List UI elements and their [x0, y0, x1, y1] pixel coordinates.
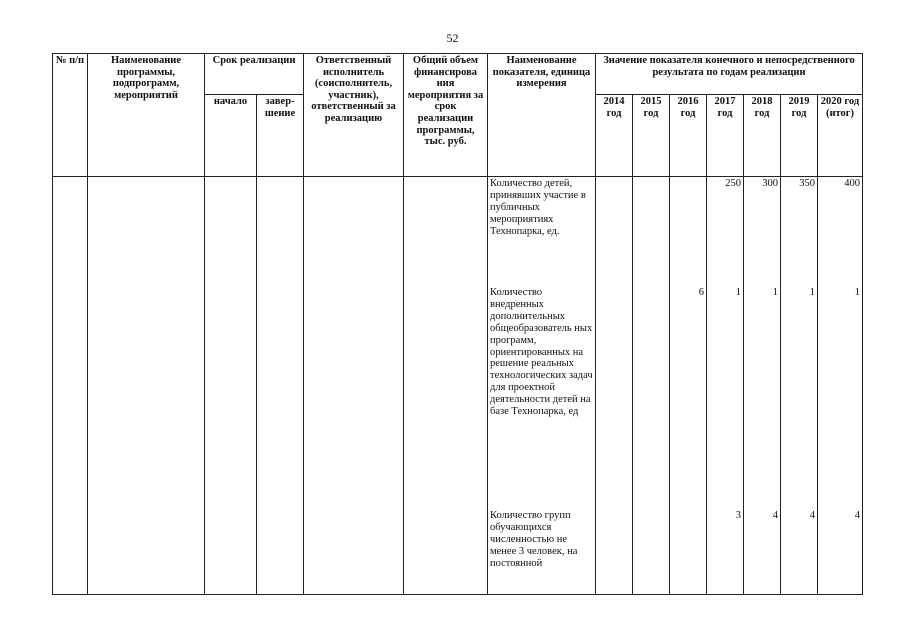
header-year-2018: 2018 год [744, 95, 781, 177]
page-number: 52 [446, 31, 459, 45]
cell-term-start [205, 177, 257, 595]
value-2017-3: 3 [735, 510, 741, 521]
indicator-name-1: Количество детей, принявших участие в публичных мероприятиях Технопарка, ед. [490, 178, 586, 237]
value-2020-1: 400 [844, 178, 860, 189]
header-year-2020: 2020 год (итог) [818, 95, 863, 177]
value-2018-3: 4 [772, 510, 778, 521]
cell-values-2014 [596, 177, 633, 595]
program-indicators-table [52, 53, 863, 595]
cell-responsible [304, 177, 404, 595]
value-2014-2 [598, 287, 630, 510]
cell-values-2017 [707, 177, 744, 595]
header-term: Срок реализации [205, 54, 304, 95]
header-year-2014: 2014 год [596, 95, 633, 177]
header-values-group: Значение показателя конечного и непосредственного результата по годам реализации [596, 54, 863, 95]
cell-values-2018 [744, 177, 781, 595]
cell-program-name [88, 177, 205, 595]
header-responsible: Ответственный исполнитель (соисполнитель, участник), ответственный за реализацию [304, 54, 404, 177]
header-term-end: завер-шение [257, 95, 304, 177]
indicator-name-2: Количество внедренных дополнительных общеобразователь ных программ, ориентированных на решение реальных технологических задач для проектной деятельности детей на базе Технопарка, ед [490, 287, 593, 418]
cell-financing [404, 177, 488, 595]
value-2018-1: 300 [762, 178, 778, 189]
header-year-2019: 2019 год [781, 95, 818, 177]
header-year-2015: 2015 год [633, 95, 670, 177]
value-2019-3: 4 [809, 510, 815, 521]
value-2019-1: 350 [799, 178, 815, 189]
cell-values-2020 [818, 177, 863, 595]
header-year-2017: 2017 год [707, 95, 744, 177]
cell-indicators [488, 177, 596, 595]
value-2017-1: 250 [725, 178, 741, 189]
value-2014-1 [598, 178, 630, 287]
cell-num [53, 177, 88, 595]
value-2017-2: 1 [735, 287, 741, 298]
value-2015-1 [635, 178, 667, 287]
value-2019-2: 1 [809, 287, 815, 298]
value-2020-2: 1 [854, 287, 860, 298]
cell-values-2016 [670, 177, 707, 595]
value-2018-2: 1 [772, 287, 778, 298]
header-num: № п/п [53, 54, 88, 177]
header-financing: Общий объем финансирова ния мероприятия за срок реализации программы, тыс. руб. [404, 54, 488, 177]
indicator-name-3: Количество групп обучающихся численностью не менее 3 человек, на постоянной [490, 510, 578, 569]
cell-values-2019 [781, 177, 818, 595]
value-2015-2 [635, 287, 667, 510]
value-2016-2: 6 [698, 287, 704, 298]
header-indicator: Наименование показателя, единица измерения [488, 54, 596, 177]
cell-term-end [257, 177, 304, 595]
header-year-2016: 2016 год [670, 95, 707, 177]
value-2016-1 [672, 178, 704, 287]
header-program-name: Наименование программы, подпрограмм, мероприятий [88, 54, 205, 177]
header-term-start: начало [205, 95, 257, 177]
cell-values-2015 [633, 177, 670, 595]
value-2020-3: 4 [854, 510, 860, 521]
